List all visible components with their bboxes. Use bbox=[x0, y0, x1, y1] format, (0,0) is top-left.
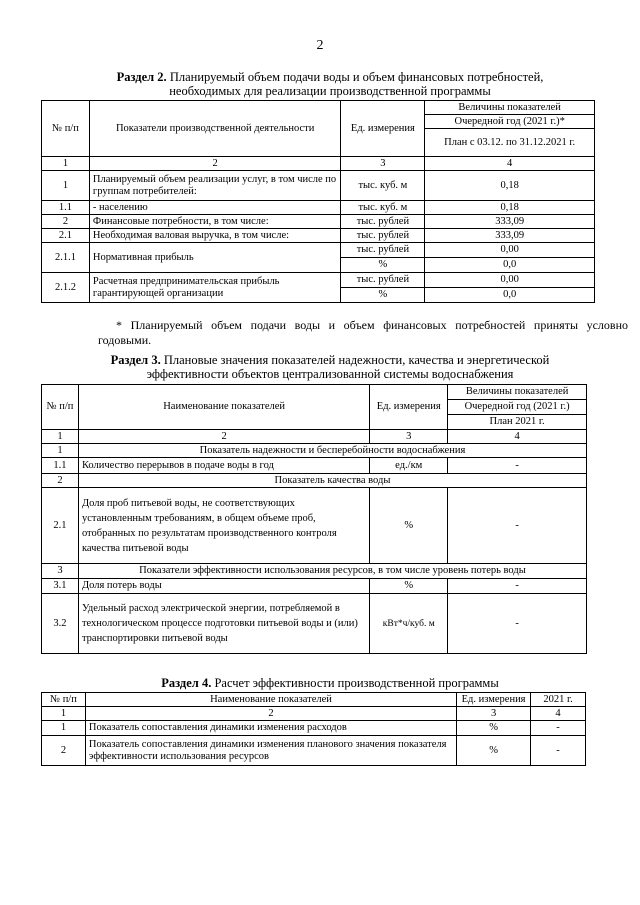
s4-colnum: 1 bbox=[42, 707, 86, 721]
row-value: - bbox=[448, 488, 587, 564]
group-num: 2 bbox=[42, 474, 79, 488]
s2-header-values: Величины показателей bbox=[425, 101, 595, 115]
group-num: 1 bbox=[42, 444, 79, 458]
s2-header-unit: Ед. измерения bbox=[341, 101, 425, 157]
row-name: Расчетная предпринимательская прибыль гарантирующей организации bbox=[89, 273, 341, 303]
s3-colnum: 1 bbox=[42, 430, 79, 444]
row-num: 2.1 bbox=[42, 229, 90, 243]
row-num: 3.2 bbox=[42, 594, 79, 654]
s2-header-plan: План с 03.12. по 31.12.2021 г. bbox=[425, 129, 595, 157]
row-name: Показатель сопоставления динамики изменения планового значения показателя эффективности использования ресурсов bbox=[85, 736, 456, 766]
row-name: Нормативная прибыль bbox=[89, 243, 341, 273]
row-name: Планируемый объем реализации услуг, в том числе по группам потребителей: bbox=[89, 171, 341, 201]
row-num: 1.1 bbox=[42, 458, 79, 474]
section2-title-line2: необходимых для реализации производственной программы bbox=[169, 84, 491, 98]
row-num: 3.1 bbox=[42, 579, 79, 594]
row-num: 2 bbox=[42, 736, 86, 766]
s2-colnum: 4 bbox=[425, 157, 595, 171]
row-unit: % bbox=[370, 579, 448, 594]
row-unit: тыс. рублей bbox=[341, 215, 425, 229]
table-row bbox=[42, 273, 595, 288]
row-name: Удельный расход электрической энергии, потребляемой в технологическом процессе подготовки питьевой воды и (или) транспортировки питьевой воды bbox=[78, 594, 369, 654]
row-value: 0,18 bbox=[425, 171, 595, 201]
row-value: - bbox=[448, 594, 587, 654]
section4-title-text: Расчет эффективности производственной программы bbox=[211, 676, 499, 690]
section2-footnote: * Планируемый объем подачи воды и объем финансовых потребностей приняты условно годовыми. bbox=[98, 318, 628, 347]
group-row bbox=[42, 564, 587, 579]
row-name: Количество перерывов в подаче воды в год bbox=[78, 458, 369, 474]
row-value: - bbox=[531, 736, 586, 766]
s4-colnum: 4 bbox=[531, 707, 586, 721]
row-name: Показатель сопоставления динамики изменения расходов bbox=[85, 721, 456, 736]
s3-colnum: 4 bbox=[448, 430, 587, 444]
row-value: 0,18 bbox=[425, 201, 595, 215]
section2-title bbox=[60, 70, 600, 98]
row-num: 2.1.1 bbox=[42, 243, 90, 273]
table-row bbox=[42, 215, 595, 229]
s3-header-name: Наименование показателей bbox=[78, 385, 369, 430]
table-row bbox=[42, 721, 586, 736]
table-row bbox=[42, 229, 595, 243]
s3-header-year: Очередной год (2021 г.) bbox=[448, 400, 587, 415]
row-name: Финансовые потребности, в том числе: bbox=[89, 215, 341, 229]
row-unit: тыс. куб. м bbox=[341, 201, 425, 215]
section2-label: Раздел 2. bbox=[116, 70, 167, 84]
row-value: - bbox=[448, 458, 587, 474]
row-unit: тыс. рублей bbox=[341, 229, 425, 243]
s4-colnum: 3 bbox=[457, 707, 531, 721]
row-value: 0,00 bbox=[425, 243, 595, 258]
section3-title bbox=[60, 353, 600, 381]
s2-colnum: 3 bbox=[341, 157, 425, 171]
section4-table bbox=[41, 692, 586, 766]
s2-colnum: 1 bbox=[42, 157, 90, 171]
row-value: 0,0 bbox=[425, 288, 595, 303]
table-row bbox=[42, 171, 595, 201]
section3-table bbox=[41, 384, 587, 654]
table-row bbox=[42, 736, 586, 766]
row-num: 2.1.2 bbox=[42, 273, 90, 303]
s2-header-num: № п/п bbox=[42, 101, 90, 157]
row-name: Доля потерь воды bbox=[78, 579, 369, 594]
row-unit: тыс. рублей bbox=[341, 243, 425, 258]
page-number: 2 bbox=[316, 38, 324, 53]
s4-header-name: Наименование показателей bbox=[85, 693, 456, 707]
row-name: - населению bbox=[89, 201, 341, 215]
s3-header-num: № п/п bbox=[42, 385, 79, 430]
section2-table bbox=[41, 100, 595, 303]
s2-header-indicator: Показатели производственной деятельности bbox=[89, 101, 341, 157]
table-row bbox=[42, 579, 587, 594]
table-row bbox=[42, 243, 595, 258]
row-unit: тыс. рублей bbox=[341, 273, 425, 288]
table-row bbox=[42, 458, 587, 474]
group-row bbox=[42, 474, 587, 488]
s3-header-plan: План 2021 г. bbox=[448, 415, 587, 430]
row-num: 1 bbox=[42, 171, 90, 201]
s3-header-unit: Ед. измерения bbox=[370, 385, 448, 430]
row-value: - bbox=[448, 579, 587, 594]
s4-header-unit: Ед. измерения bbox=[457, 693, 531, 707]
row-unit: % bbox=[457, 721, 531, 736]
row-unit: ед./км bbox=[370, 458, 448, 474]
row-unit: % bbox=[370, 488, 448, 564]
section2-title-line1: Планируемый объем подачи воды и объем финансовых потребностей, bbox=[166, 70, 544, 84]
section3-title-line1: Плановые значения показателей надежности, качества и энергетической bbox=[160, 353, 550, 367]
row-unit: % bbox=[341, 288, 425, 303]
row-value: 0,00 bbox=[425, 273, 595, 288]
s3-colnum: 2 bbox=[78, 430, 369, 444]
row-num: 2.1 bbox=[42, 488, 79, 564]
group-title: Показатели эффективности использования ресурсов, в том числе уровень потерь воды bbox=[78, 564, 586, 579]
row-unit: % bbox=[341, 258, 425, 273]
section3-title-line2: эффективности объектов централизованной системы водоснабжения bbox=[146, 367, 514, 381]
table-row bbox=[42, 201, 595, 215]
row-num: 1 bbox=[42, 721, 86, 736]
row-name: Доля проб питьевой воды, не соответствующих установленным требованиям, в общем объеме проб, отобранных по результатам производственного контроля качества питьевой воды bbox=[78, 488, 369, 564]
row-unit: тыс. куб. м bbox=[341, 171, 425, 201]
s4-colnum: 2 bbox=[85, 707, 456, 721]
row-num: 1.1 bbox=[42, 201, 90, 215]
row-unit: кВт*ч/куб. м bbox=[370, 594, 448, 654]
group-title: Показатель надежности и бесперебойности водоснабжения bbox=[78, 444, 586, 458]
group-row bbox=[42, 444, 587, 458]
section4-title bbox=[60, 676, 600, 690]
section4-label: Раздел 4. bbox=[161, 676, 212, 690]
row-name: Необходимая валовая выручка, в том числе: bbox=[89, 229, 341, 243]
s3-colnum: 3 bbox=[370, 430, 448, 444]
s3-header-values: Величины показателей bbox=[448, 385, 587, 400]
s4-header-year: 2021 г. bbox=[531, 693, 586, 707]
s4-header-num: № п/п bbox=[42, 693, 86, 707]
row-value: 333,09 bbox=[425, 229, 595, 243]
group-num: 3 bbox=[42, 564, 79, 579]
group-title: Показатель качества воды bbox=[78, 474, 586, 488]
row-value: - bbox=[531, 721, 586, 736]
row-value: 0,0 bbox=[425, 258, 595, 273]
row-unit: % bbox=[457, 736, 531, 766]
section3-label: Раздел 3. bbox=[110, 353, 161, 367]
table-row bbox=[42, 594, 587, 654]
s2-header-year: Очередной год (2021 г.)* bbox=[425, 115, 595, 129]
row-num: 2 bbox=[42, 215, 90, 229]
s2-colnum: 2 bbox=[89, 157, 341, 171]
table-row bbox=[42, 488, 587, 564]
row-value: 333,09 bbox=[425, 215, 595, 229]
